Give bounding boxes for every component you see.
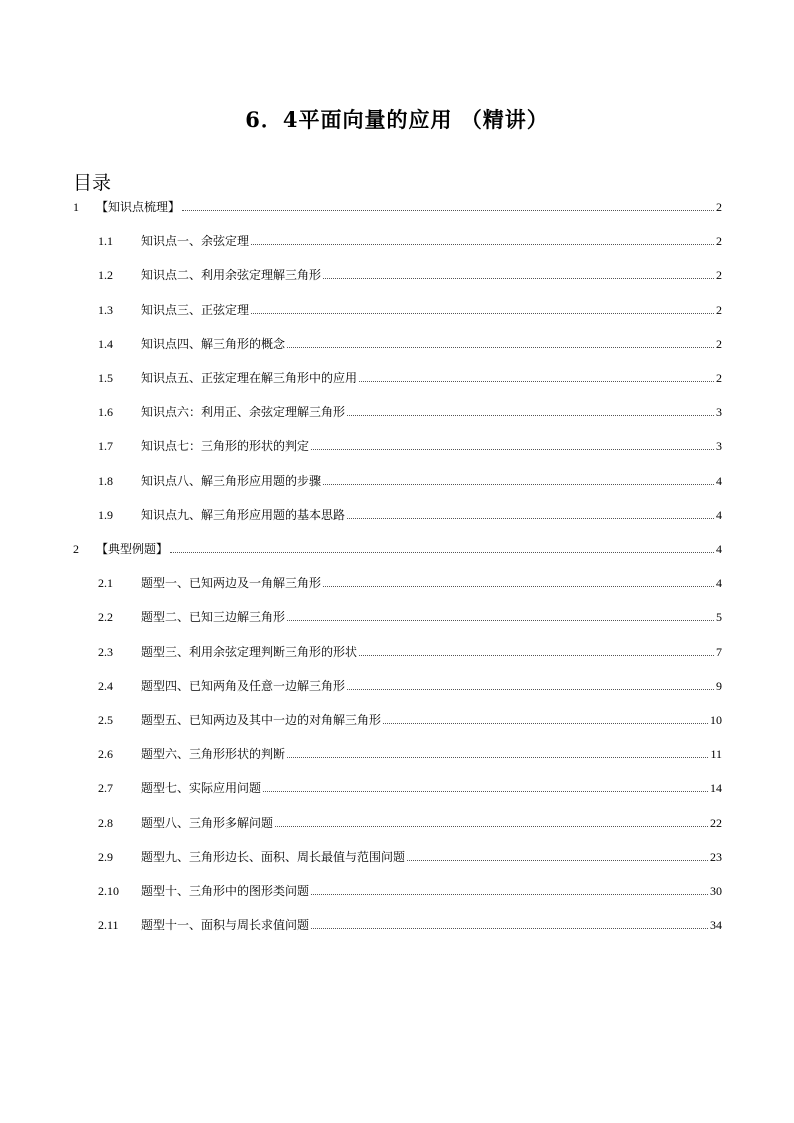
toc-entry[interactable] <box>0 437 794 455</box>
toc-entry[interactable] <box>0 506 794 524</box>
toc-entry-label: 知识点五、正弦定理在解三角形中的应用 <box>141 371 358 385</box>
toc-entry-page-number: 22 <box>710 815 722 830</box>
toc-entry-label: 知识点四、解三角形的概念 <box>141 336 286 351</box>
toc-entry-page-number: 2 <box>716 371 722 385</box>
toc-entry-number: 1.7 <box>98 439 113 454</box>
toc-entry-number: 1.5 <box>98 371 113 385</box>
toc-entry-number: 1.8 <box>98 473 113 488</box>
toc-dot-leader <box>263 791 714 792</box>
toc-entry-number: 2.9 <box>98 849 113 864</box>
toc-entry[interactable] <box>0 198 794 216</box>
toc-dot-leader <box>287 347 714 348</box>
toc-entry[interactable] <box>0 745 794 763</box>
toc-entry-label: 知识点九、解三角形应用题的基本思路 <box>141 507 346 522</box>
toc-dot-leader <box>287 757 714 758</box>
toc-dot-leader <box>323 484 714 485</box>
toc-entry-page-number: 10 <box>710 713 722 727</box>
toc-entry-number: 2.4 <box>98 678 113 693</box>
toc-entry[interactable] <box>0 266 794 284</box>
toc-entry[interactable] <box>0 677 794 695</box>
toc-entry-page-number: 4 <box>716 507 722 522</box>
toc-dot-leader <box>170 552 714 553</box>
toc-entry-page-number: 4 <box>716 542 722 556</box>
toc-dot-leader <box>323 278 714 279</box>
toc-entry-number: 1.2 <box>98 268 113 283</box>
toc-dot-leader <box>359 381 714 382</box>
toc-entry-number: 2.8 <box>98 815 113 830</box>
toc-entry[interactable] <box>0 574 794 592</box>
toc-dot-leader <box>182 210 714 211</box>
toc-entry-label: 知识点一、余弦定理 <box>141 234 250 249</box>
toc-dot-leader <box>287 620 714 621</box>
toc-entry-number: 1.1 <box>98 234 113 249</box>
toc-entry-number: 2.2 <box>98 610 113 625</box>
toc-entry[interactable] <box>0 403 794 421</box>
toc-dot-leader <box>311 894 714 895</box>
toc-entry[interactable] <box>0 301 794 319</box>
toc-entry-page-number: 2 <box>716 302 722 317</box>
toc-entry-page-number: 2 <box>716 268 722 283</box>
toc-entry-page-number: 2 <box>716 200 722 214</box>
toc-entry-label: 题型十、三角形中的图形类问题 <box>141 884 310 898</box>
toc-entry[interactable] <box>0 916 794 934</box>
toc-entry-page-number: 2 <box>716 336 722 351</box>
toc-entry[interactable] <box>0 472 794 490</box>
toc-dot-leader <box>275 826 714 827</box>
toc-entry-label: 知识点七：三角形的形状的判定 <box>141 439 310 454</box>
toc-entry[interactable] <box>0 540 794 558</box>
toc-entry-number: 1.4 <box>98 336 113 351</box>
toc-entry-label: 题型五、已知两边及其中一边的对角解三角形 <box>141 713 382 727</box>
toc-entry-label: 知识点八、解三角形应用题的步骤 <box>141 473 322 488</box>
toc-entry-label: 题型三、利用余弦定理判断三角形的形状 <box>141 644 358 659</box>
toc-entry-number: 2.10 <box>98 884 119 898</box>
toc-dot-leader <box>251 244 714 245</box>
toc-entry-number: 1.6 <box>98 405 113 420</box>
toc-entry[interactable] <box>0 369 794 387</box>
toc-entry-page-number: 23 <box>710 849 722 864</box>
toc-entry[interactable] <box>0 848 794 866</box>
toc-entry-label: 题型六、三角形形状的判断 <box>141 747 286 762</box>
toc-dot-leader <box>347 415 714 416</box>
toc-entry-page-number: 9 <box>716 678 722 693</box>
toc-entry-number: 2.1 <box>98 576 113 591</box>
toc-dot-leader <box>347 689 714 690</box>
toc-entry-page-number: 4 <box>716 473 722 488</box>
toc-entry[interactable] <box>0 643 794 661</box>
toc-entry-number: 2.3 <box>98 644 113 659</box>
toc-entry-label: 题型十一、面积与周长求值问题 <box>141 918 310 933</box>
toc-entry-page-number: 2 <box>716 234 722 249</box>
toc-entry-number: 2.7 <box>98 781 113 796</box>
toc-dot-leader <box>311 449 714 450</box>
toc-entry-page-number: 34 <box>710 918 722 933</box>
toc-entry-page-number: 3 <box>716 405 722 420</box>
toc-entry-label: 【知识点梳理】 <box>96 200 181 214</box>
toc-entry-page-number: 4 <box>716 576 722 591</box>
toc-entry-label: 知识点二、利用余弦定理解三角形 <box>141 268 322 283</box>
toc-entry[interactable] <box>0 232 794 250</box>
toc-dot-leader <box>251 313 714 314</box>
toc-entry[interactable] <box>0 335 794 353</box>
toc-entry-label: 知识点六：利用正、余弦定理解三角形 <box>141 405 346 420</box>
toc-entry-page-number: 14 <box>710 781 722 796</box>
toc-entry-label: 题型二、已知三边解三角形 <box>141 610 286 625</box>
toc-entry-label: 题型八、三角形多解问题 <box>141 815 274 830</box>
toc-entry-label: 知识点三、正弦定理 <box>141 302 250 317</box>
toc-entry-number: 2.5 <box>98 713 113 727</box>
toc-entry-page-number: 30 <box>710 884 722 898</box>
toc-entry-page-number: 3 <box>716 439 722 454</box>
toc-dot-leader <box>359 655 714 656</box>
toc-entry[interactable] <box>0 814 794 832</box>
toc-entry-label: 题型七、实际应用问题 <box>141 781 262 796</box>
toc-entry[interactable] <box>0 882 794 900</box>
toc-entry-label: 【典型例题】 <box>96 542 169 556</box>
toc-entry-page-number: 7 <box>716 644 722 659</box>
toc-entry[interactable] <box>0 711 794 729</box>
toc-entry-number: 1.9 <box>98 507 113 522</box>
document-title: 6．4平面向量的应用 （精讲） <box>245 107 549 132</box>
toc-entry-number: 1 <box>73 200 79 214</box>
toc-dot-leader <box>347 518 714 519</box>
toc-entry-number: 1.3 <box>98 302 113 317</box>
toc-entry-label: 题型九、三角形边长、面积、周长最值与范围问题 <box>141 849 406 864</box>
toc-entry-label: 题型一、已知两边及一角解三角形 <box>141 576 322 591</box>
toc-entry[interactable] <box>0 608 794 626</box>
toc-entry[interactable] <box>0 779 794 797</box>
toc-dot-leader <box>383 723 714 724</box>
toc-entry-number: 2.6 <box>98 747 113 762</box>
toc-entry-number: 2.11 <box>98 918 119 933</box>
toc-dot-leader <box>407 860 714 861</box>
toc-entry-page-number: 5 <box>716 610 722 625</box>
toc-dot-leader <box>311 928 714 929</box>
toc-entry-number: 2 <box>73 542 79 556</box>
toc-entry-page-number: 11 <box>710 747 722 762</box>
toc-dot-leader <box>323 586 714 587</box>
toc-heading: 目录 <box>73 172 112 194</box>
toc-entry-label: 题型四、已知两角及任意一边解三角形 <box>141 678 346 693</box>
